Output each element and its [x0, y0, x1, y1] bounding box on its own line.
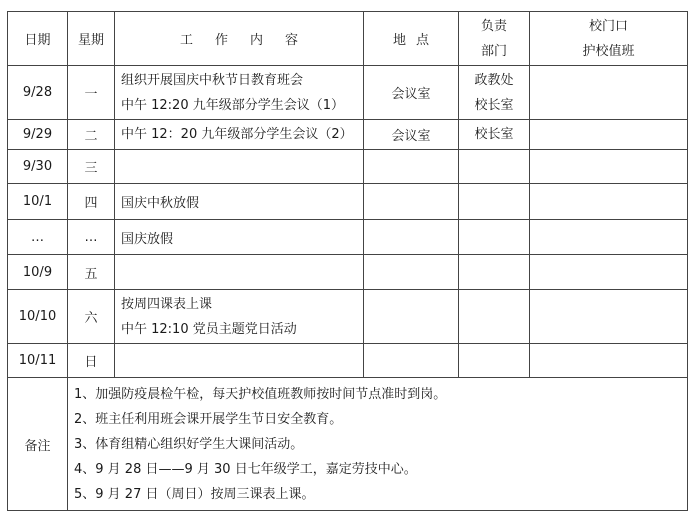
note-item: 3、体育组精心组织好学生大课间活动。 — [74, 436, 304, 452]
row-date: 9/28 — [8, 66, 68, 120]
weekly-schedule-table — [7, 11, 688, 511]
row-dept — [459, 290, 530, 344]
row-content — [115, 66, 364, 120]
row-content — [115, 120, 364, 150]
notes-content — [68, 378, 688, 511]
row-location — [364, 344, 459, 378]
header-duty-line2: 护校值班 — [582, 43, 635, 59]
row-dept — [459, 344, 530, 378]
row-duty — [530, 255, 688, 290]
row-duty — [530, 120, 688, 150]
row-dept — [459, 220, 530, 255]
header-content: 工作内容 — [115, 12, 364, 66]
notes-label: 备注 — [8, 378, 68, 511]
row-duty — [530, 220, 688, 255]
row-date: 9/29 — [8, 120, 68, 150]
header-dept — [459, 12, 530, 66]
row-content: 国庆中秋放假 — [115, 184, 364, 220]
header-dept-line2: 部门 — [480, 43, 507, 59]
row-content: 国庆放假 — [115, 220, 364, 255]
note-item: 5、9 月 27 日（周日）按周三课表上课。 — [74, 486, 315, 502]
row-weekday: 六 — [68, 290, 115, 344]
content-line: 中午 12:10 党员主题党日活动 — [121, 321, 297, 337]
row-duty — [530, 344, 688, 378]
row-weekday: 四 — [68, 184, 115, 220]
table-row — [8, 66, 688, 120]
table-row — [8, 290, 688, 344]
table-row — [8, 120, 688, 150]
dept-line: 校长室 — [474, 127, 514, 142]
row-duty — [530, 66, 688, 120]
row-dept — [459, 120, 530, 150]
table-row — [8, 150, 688, 184]
table-row — [8, 220, 688, 255]
table-row — [8, 184, 688, 220]
row-content — [115, 255, 364, 290]
note-item: 4、9 月 28 日——9 月 30 日七年级学工，嘉定劳技中心。 — [74, 461, 417, 477]
header-duty-line1: 校门口 — [588, 18, 628, 34]
table-row — [8, 344, 688, 378]
row-dept — [459, 150, 530, 184]
row-location: 会议室 — [364, 120, 459, 150]
row-location — [364, 290, 459, 344]
row-date: 10/11 — [8, 344, 68, 378]
note-item: 2、班主任利用班会课开展学生节日安全教育。 — [74, 411, 343, 427]
header-duty — [530, 12, 688, 66]
row-location — [364, 220, 459, 255]
row-date: 10/10 — [8, 290, 68, 344]
row-location — [364, 184, 459, 220]
content-line: 组织开展国庆中秋节日教育班会 — [121, 72, 304, 88]
row-location — [364, 255, 459, 290]
row-duty — [530, 184, 688, 220]
content-line: 中午 12：20 九年级部分学生会议（2） — [121, 127, 353, 142]
row-date: 9/30 — [8, 150, 68, 184]
row-weekday: 五 — [68, 255, 115, 290]
row-date: 10/9 — [8, 255, 68, 290]
row-dept — [459, 184, 530, 220]
row-date: 10/1 — [8, 184, 68, 220]
row-location — [364, 150, 459, 184]
content-line: 中午 12:20 九年级部分学生会议（1） — [121, 97, 344, 113]
row-duty — [530, 150, 688, 184]
header-location: 地点 — [364, 12, 459, 66]
row-weekday: 日 — [68, 344, 115, 378]
row-date: … — [8, 220, 68, 255]
row-dept — [459, 255, 530, 290]
dept-line: 校长室 — [474, 97, 514, 113]
row-location: 会议室 — [364, 66, 459, 120]
row-weekday: 二 — [68, 120, 115, 150]
note-item: 1、加强防疫晨检午检，每天护校值班教师按时间节点准时到岗。 — [74, 386, 447, 402]
row-weekday: … — [68, 220, 115, 255]
row-content — [115, 290, 364, 344]
content-line: 按周四课表上课 — [121, 296, 213, 312]
row-dept — [459, 66, 530, 120]
header-date: 日期 — [8, 12, 68, 66]
dept-line: 政教处 — [474, 72, 514, 88]
header-row — [8, 12, 688, 66]
table-row — [8, 255, 688, 290]
row-weekday: 三 — [68, 150, 115, 184]
header-weekday: 星期 — [68, 12, 115, 66]
row-content — [115, 150, 364, 184]
row-weekday: 一 — [68, 66, 115, 120]
row-content — [115, 344, 364, 378]
notes-row — [8, 378, 688, 511]
row-duty — [530, 290, 688, 344]
header-dept-line1: 负责 — [480, 18, 507, 34]
